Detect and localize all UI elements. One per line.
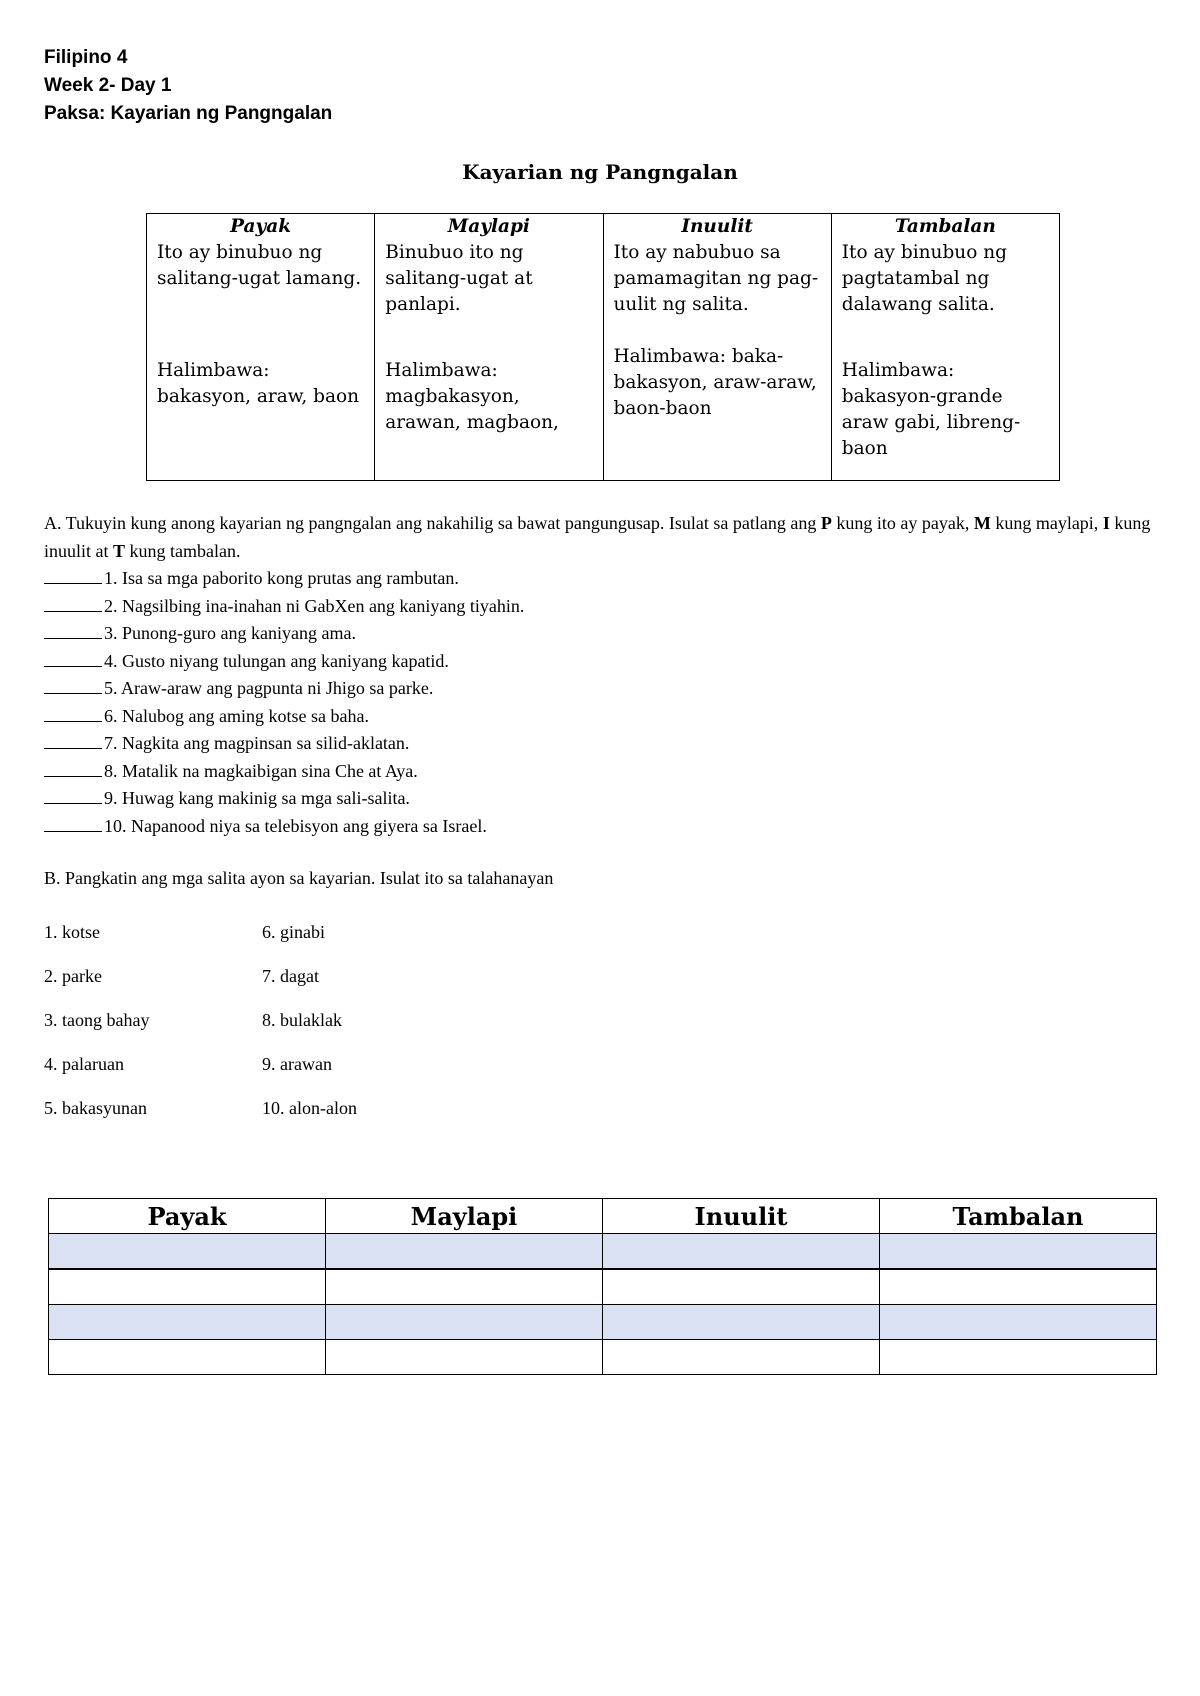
answer-blank[interactable]	[44, 759, 102, 777]
word-row	[44, 1010, 357, 1054]
ref-description: Ito ay binubuo ng pagtatambal ng dalawang salita.	[841, 242, 1007, 315]
word-row	[44, 1054, 357, 1098]
table-row	[49, 1269, 1157, 1305]
answer-header-inuulit: Inuulit	[603, 1199, 880, 1234]
ref-description: Binubuo ito ng salitang-ugat at panlapi.	[385, 242, 533, 315]
answer-cell[interactable]	[880, 1340, 1157, 1375]
answer-cell[interactable]	[603, 1305, 880, 1340]
ref-header-payak: Payak	[147, 214, 375, 241]
ref-cell-payak	[147, 240, 375, 481]
answer-cell[interactable]	[326, 1305, 603, 1340]
code-p: P	[820, 513, 832, 533]
topic-label: Paksa: Kayarian ng Pangngalan	[44, 103, 333, 124]
answer-cell[interactable]	[326, 1269, 603, 1305]
table-row	[49, 1340, 1157, 1375]
list-item: 3. Punong-guro ang kaniyang ama.	[44, 620, 1164, 648]
word-item: 6. ginabi	[262, 922, 325, 942]
ref-header-maylapi: Maylapi	[375, 214, 603, 241]
answer-cell[interactable]	[49, 1269, 326, 1305]
answer-header-tambalan: Tambalan	[880, 1199, 1157, 1234]
answer-cell[interactable]	[880, 1234, 1157, 1270]
subject-label: Filipino 4	[44, 47, 128, 68]
table-row	[49, 1234, 1157, 1270]
word-row	[44, 1098, 357, 1142]
answer-cell[interactable]	[49, 1340, 326, 1375]
answer-blank[interactable]	[44, 566, 102, 584]
answer-cell[interactable]	[603, 1234, 880, 1270]
word-item: 4. palaruan	[44, 1054, 124, 1074]
list-item: 9. Huwag kang makinig sa mga sali-salita.	[44, 785, 1164, 813]
list-item: 2. Nagsilbing ina-inahan ni GabXen ang kaniyang tiyahin.	[44, 593, 1164, 621]
list-item: 5. Araw-araw ang pagpunta ni Jhigo sa parke.	[44, 675, 1164, 703]
reference-title: Kayarian ng Pangngalan	[462, 160, 738, 184]
word-item: 7. dagat	[262, 966, 319, 986]
list-item: 7. Nagkita ang magpinsan sa silid-aklatan.	[44, 730, 1164, 758]
ref-header-inuulit: Inuulit	[603, 214, 831, 241]
table-row	[49, 1305, 1157, 1340]
answer-cell[interactable]	[326, 1340, 603, 1375]
word-item: 1. kotse	[44, 922, 100, 942]
ref-cell-maylapi	[375, 240, 603, 481]
ref-cell-tambalan	[831, 240, 1059, 481]
ref-example: Halimbawa: baka-bakasyon, araw-araw, baon-baon	[613, 346, 817, 419]
word-item: 8. bulaklak	[262, 1010, 342, 1030]
answer-cell[interactable]	[49, 1305, 326, 1340]
answer-header-maylapi: Maylapi	[326, 1199, 603, 1234]
ref-description: Ito ay nabubuo sa pamamagitan ng pag-uulit ng salita.	[613, 242, 819, 315]
ref-example: Halimbawa: bakasyon, araw, baon	[157, 360, 360, 407]
answer-blank[interactable]	[44, 649, 102, 667]
answer-cell[interactable]	[603, 1269, 880, 1305]
answer-blank[interactable]	[44, 676, 102, 694]
code-m: M	[973, 513, 991, 533]
answer-cell[interactable]	[49, 1234, 326, 1270]
word-item: 3. taong bahay	[44, 1010, 150, 1030]
word-item: 2. parke	[44, 966, 102, 986]
list-item: 10. Napanood niya sa telebisyon ang giyera sa Israel.	[44, 813, 1164, 841]
answer-blank[interactable]	[44, 621, 102, 639]
answer-cell[interactable]	[326, 1234, 603, 1270]
word-row	[44, 966, 357, 1010]
word-list	[44, 922, 357, 1142]
answer-cell[interactable]	[603, 1340, 880, 1375]
answer-blank[interactable]	[44, 594, 102, 612]
week-label: Week 2- Day 1	[44, 75, 172, 96]
section-a-instruction: A. Tukuyin kung anong kayarian ng pangngalan ang nakahilig sa bawat pangungusap. Isulat sa patlang ang P kung ito ay payak, M kung maylapi, I kung inuulit at T kung tambalan.	[44, 513, 1151, 561]
ref-cell-inuulit	[603, 240, 831, 481]
ref-header-tambalan: Tambalan	[894, 216, 996, 237]
ref-example: Halimbawa: magbakasyon, arawan, magbaon,	[385, 360, 559, 433]
code-i: I	[1102, 513, 1110, 533]
list-item: 8. Matalik na magkaibigan sina Che at Aya.	[44, 758, 1164, 786]
section-b-instruction: B. Pangkatin ang mga salita ayon sa kayarian. Isulat ito sa talahanayan	[44, 868, 554, 888]
answer-blank[interactable]	[44, 786, 102, 804]
code-t: T	[113, 540, 126, 561]
list-item: 6. Nalubog ang aming kotse sa baha.	[44, 703, 1164, 731]
list-item: 4. Gusto niyang tulungan ang kaniyang kapatid.	[44, 648, 1164, 676]
word-item: 10. alon-alon	[262, 1098, 357, 1118]
section-a	[44, 510, 1164, 840]
ref-description: Ito ay binubuo ng salitang-ugat lamang.	[157, 242, 362, 289]
answer-blank[interactable]	[44, 814, 102, 832]
answer-header-payak: Payak	[49, 1199, 326, 1234]
reference-table	[146, 213, 1060, 481]
answer-cell[interactable]	[880, 1305, 1157, 1340]
answer-blank[interactable]	[44, 731, 102, 749]
word-row	[44, 922, 357, 966]
word-item: 9. arawan	[262, 1054, 332, 1074]
answer-cell[interactable]	[880, 1269, 1157, 1305]
answer-table	[48, 1198, 1157, 1375]
list-item: 1. Isa sa mga paborito kong prutas ang rambutan.	[44, 565, 1164, 593]
word-item: 5. bakasyunan	[44, 1098, 147, 1118]
document-header	[44, 44, 332, 128]
answer-blank[interactable]	[44, 704, 102, 722]
ref-example: Halimbawa: bakasyon-grande araw gabi, libreng-baon	[841, 360, 1021, 459]
